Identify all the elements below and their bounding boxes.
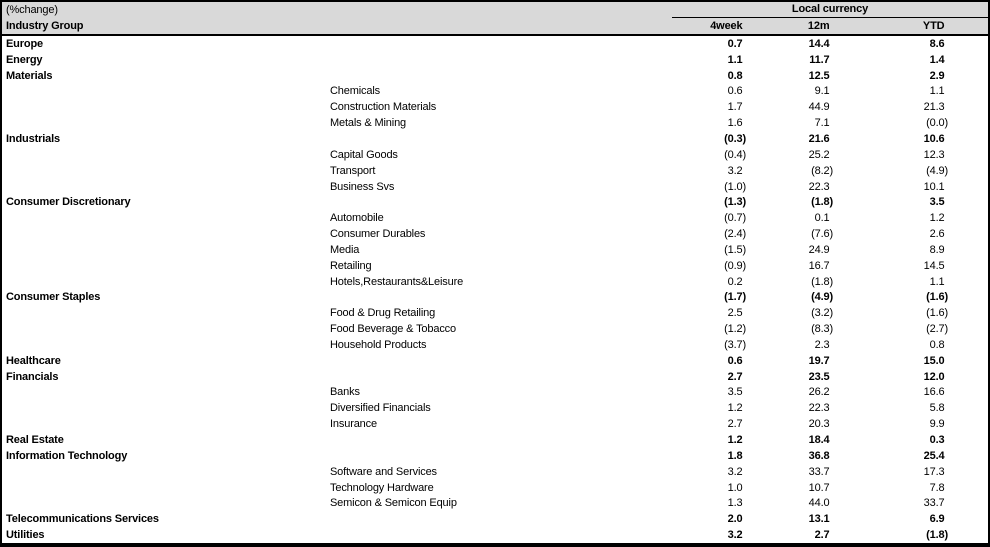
value-ytd: 8.6 (929, 37, 948, 50)
industry-label: Materials (6, 69, 53, 82)
value-12m: 22.3 (808, 180, 833, 193)
value-ytd: 1.1 (929, 85, 948, 98)
industry-label: Utilities (6, 529, 45, 542)
table-row (2, 321, 988, 337)
industry-label: Insurance (330, 418, 377, 431)
value-4week: (1.0) (724, 180, 746, 193)
value-4week: (2.4) (724, 228, 746, 241)
industry-label: Household Products (330, 338, 427, 351)
value-ytd: 0.3 (929, 434, 948, 447)
value-4week: 0.8 (727, 69, 746, 82)
value-ytd: (1.6) (926, 307, 948, 320)
value-ytd: 9.9 (929, 418, 948, 431)
industry-label: Industrials (6, 132, 60, 145)
value-ytd: 33.7 (923, 497, 948, 510)
table-row (2, 448, 988, 464)
value-4week: (3.7) (724, 338, 746, 351)
value-4week: 0.6 (727, 85, 746, 98)
value-4week: (1.3) (724, 196, 746, 209)
value-ytd: 12.0 (923, 370, 948, 383)
value-ytd: 5.8 (929, 402, 948, 415)
value-ytd: 16.6 (923, 386, 948, 399)
value-12m: 33.7 (808, 465, 833, 478)
table-row (2, 495, 988, 511)
value-12m: 23.5 (808, 370, 833, 383)
value-4week: 1.7 (727, 101, 746, 114)
industry-label: Telecommunications Services (6, 513, 159, 526)
value-12m: 20.3 (808, 418, 833, 431)
value-4week: (0.4) (724, 148, 746, 161)
table-row (2, 147, 988, 163)
value-ytd: 3.5 (929, 196, 948, 209)
value-ytd: 12.3 (923, 148, 948, 161)
value-12m: 14.4 (808, 37, 833, 50)
value-12m: (4.9) (811, 291, 833, 304)
industry-label: Consumer Discretionary (6, 196, 131, 209)
value-ytd: 21.3 (923, 101, 948, 114)
value-12m: 22.3 (808, 402, 833, 415)
value-12m: 21.6 (808, 132, 833, 145)
table-row (2, 52, 988, 68)
value-12m: 10.7 (808, 481, 833, 494)
value-12m: 7.1 (814, 117, 833, 130)
value-4week: 0.2 (727, 275, 746, 288)
value-4week: (1.2) (724, 323, 746, 336)
value-ytd: 7.8 (929, 481, 948, 494)
header-row-currency (2, 2, 988, 18)
value-4week: 3.5 (727, 386, 746, 399)
table-row (2, 194, 988, 210)
industry-group-header: Industry Group (6, 20, 84, 32)
industry-label: Healthcare (6, 354, 61, 367)
value-4week: 3.2 (727, 164, 746, 177)
value-ytd: 1.4 (929, 53, 948, 66)
value-4week: 1.1 (727, 53, 746, 66)
value-ytd: 10.6 (923, 132, 948, 145)
value-ytd: 2.6 (929, 228, 948, 241)
value-4week: 2.7 (727, 370, 746, 383)
value-12m: 16.7 (808, 259, 833, 272)
value-ytd: (0.0) (926, 117, 948, 130)
value-4week: 0.6 (727, 354, 746, 367)
table-row (2, 400, 988, 416)
value-4week: (0.7) (724, 212, 746, 225)
value-12m: 2.7 (814, 529, 833, 542)
table-row (2, 290, 988, 306)
value-12m: (7.6) (811, 228, 833, 241)
value-12m: (8.2) (811, 164, 833, 177)
industry-label: Information Technology (6, 449, 128, 462)
value-12m: 0.1 (814, 212, 833, 225)
table-row (2, 527, 988, 543)
value-ytd: 0.8 (929, 338, 948, 351)
industry-label: Energy (6, 53, 43, 66)
table-row (2, 179, 988, 195)
table-row (2, 99, 988, 115)
value-12m: (1.8) (811, 196, 833, 209)
value-4week: 2.5 (727, 307, 746, 320)
value-4week: (0.3) (724, 132, 746, 145)
industry-label: Construction Materials (330, 101, 437, 114)
table-row (2, 432, 988, 448)
column-header-ytd: YTD (922, 20, 948, 32)
value-ytd: 15.0 (923, 354, 948, 367)
value-4week: 2.7 (727, 418, 746, 431)
table-row (2, 274, 988, 290)
industry-label: Hotels,Restaurants&Leisure (330, 275, 464, 288)
value-ytd: 10.1 (923, 180, 948, 193)
table-row (2, 115, 988, 131)
value-ytd: 17.3 (923, 465, 948, 478)
value-ytd: (1.6) (926, 291, 948, 304)
industry-label: Capital Goods (330, 148, 398, 161)
industry-label: Media (330, 243, 360, 256)
table-row (2, 84, 988, 100)
column-header-12m: 12m (807, 20, 833, 32)
table-row (2, 385, 988, 401)
table-row (2, 36, 988, 52)
table-row (2, 210, 988, 226)
industry-label: Software and Services (330, 465, 437, 478)
value-4week: 3.2 (727, 529, 746, 542)
value-4week: 0.7 (727, 37, 746, 50)
value-12m: 24.9 (808, 243, 833, 256)
value-ytd: 14.5 (923, 259, 948, 272)
value-12m: 13.1 (808, 513, 833, 526)
industry-label: Food & Drug Retailing (330, 307, 436, 320)
industry-label: Business Svs (330, 180, 395, 193)
table-row (2, 464, 988, 480)
value-12m: 44.9 (808, 101, 833, 114)
table-row (2, 163, 988, 179)
value-4week: 2.0 (727, 513, 746, 526)
table-row (2, 369, 988, 385)
table-row (2, 337, 988, 353)
value-ytd: 8.9 (929, 243, 948, 256)
industry-label: Retailing (330, 259, 372, 272)
header-row-columns (2, 18, 988, 34)
value-ytd: 25.4 (923, 449, 948, 462)
value-12m: 44.0 (808, 497, 833, 510)
industry-label: Technology Hardware (330, 481, 434, 494)
value-4week: 1.0 (727, 481, 746, 494)
value-12m: 2.3 (814, 338, 833, 351)
value-4week: 1.3 (727, 497, 746, 510)
value-12m: 36.8 (808, 449, 833, 462)
value-ytd: (2.7) (926, 323, 948, 336)
industry-label: Semicon & Semicon Equip (330, 497, 457, 510)
value-4week: (1.5) (724, 243, 746, 256)
value-12m: 9.1 (814, 85, 833, 98)
industry-label: Real Estate (6, 434, 64, 447)
industry-label: Food Beverage & Tobacco (330, 323, 456, 336)
industry-label: Europe (6, 37, 43, 50)
value-12m: (1.8) (811, 275, 833, 288)
table-row (2, 305, 988, 321)
industry-label: Diversified Financials (330, 402, 431, 415)
table-row (2, 258, 988, 274)
value-ytd: 6.9 (929, 513, 948, 526)
column-header-4week: 4week (710, 20, 746, 32)
table-body (2, 36, 988, 543)
table-row (2, 226, 988, 242)
value-ytd: 1.1 (929, 275, 948, 288)
industry-label: Metals & Mining (330, 117, 407, 130)
table-row (2, 68, 988, 84)
value-12m: 12.5 (808, 69, 833, 82)
industry-label: Banks (330, 386, 360, 399)
value-12m: 25.2 (808, 148, 833, 161)
value-4week: (0.9) (724, 259, 746, 272)
value-12m: 26.2 (808, 386, 833, 399)
industry-label: Consumer Durables (330, 228, 426, 241)
industry-label: Chemicals (330, 85, 380, 98)
value-12m: 19.7 (808, 354, 833, 367)
table-caption: (%change) (6, 4, 58, 16)
value-4week: 1.2 (727, 402, 746, 415)
table-row (2, 511, 988, 527)
value-ytd: 2.9 (929, 69, 948, 82)
value-4week: 1.6 (727, 117, 746, 130)
value-12m: 11.7 (809, 53, 833, 66)
value-4week: (1.7) (724, 291, 746, 304)
value-12m: (8.3) (811, 323, 833, 336)
value-ytd: (1.8) (926, 529, 948, 542)
currency-group-header: Local currency (672, 2, 988, 18)
table-row (2, 480, 988, 496)
value-ytd: 1.2 (929, 212, 948, 225)
value-12m: (3.2) (811, 307, 833, 320)
value-ytd: (4.9) (926, 164, 948, 177)
table-row (2, 242, 988, 258)
table-row (2, 416, 988, 432)
value-4week: 1.8 (727, 449, 746, 462)
industry-label: Consumer Staples (6, 291, 101, 304)
value-4week: 1.2 (727, 434, 746, 447)
value-4week: 3.2 (727, 465, 746, 478)
table-header (2, 2, 988, 36)
industry-label: Transport (330, 164, 376, 177)
table-row (2, 131, 988, 147)
industry-label: Financials (6, 370, 59, 383)
table-row (2, 353, 988, 369)
industry-label: Automobile (330, 212, 384, 225)
value-12m: 18.4 (808, 434, 833, 447)
